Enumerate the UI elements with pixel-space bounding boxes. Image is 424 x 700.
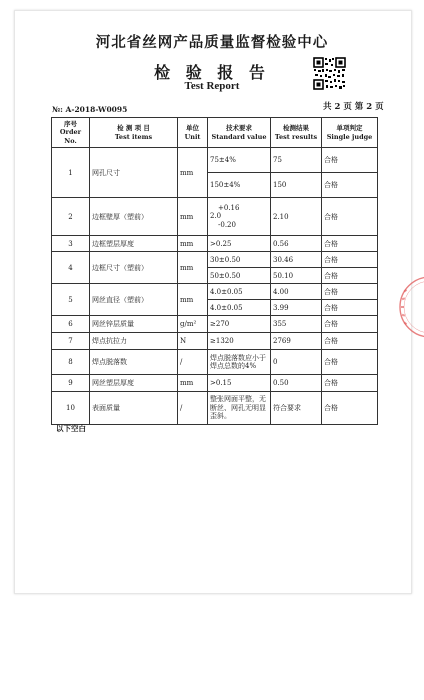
item-cell: 焊点脱落数 [90, 350, 178, 375]
judge-cell: 合格 [322, 300, 378, 316]
unit-cell: g/m² [178, 316, 208, 333]
order-cell: 2 [52, 198, 90, 236]
item-cell: 边框塑层厚度 [90, 236, 178, 252]
standard-cell: >0.15 [208, 375, 271, 392]
report-title-en: Test Report [184, 80, 240, 92]
judge-cell: 合格 [322, 148, 378, 173]
standard-cell: 75±4% [208, 148, 271, 173]
std-upper-tolerance: +0.16 [218, 204, 240, 213]
standard-cell: 4.0±0.05 [208, 300, 271, 316]
header-item: 检 测 项 目 Test items [90, 118, 178, 148]
unit-cell: mm [178, 236, 208, 252]
judge-cell: 合格 [322, 252, 378, 268]
judge-cell: 合格 [322, 392, 378, 425]
result-cell: 0 [271, 350, 322, 375]
standard-cell: 30±0.50 [208, 252, 271, 268]
page-info: 共 2 页 第 2 页 [323, 102, 384, 112]
result-cell: 符合要求 [271, 392, 322, 425]
item-cell: 网丝锌层质量 [90, 316, 178, 333]
unit-cell: N [178, 333, 208, 350]
header-unit: 单位 Unit [178, 118, 208, 148]
item-cell: 边框尺寸（塑前） [90, 252, 178, 284]
table-row [52, 236, 378, 252]
order-cell: 10 [52, 392, 90, 425]
official-seal-stamp [394, 272, 424, 342]
header-judge: 单项判定 Single judge [322, 118, 378, 148]
table-row [52, 284, 378, 300]
result-cell: 2769 [271, 333, 322, 350]
result-cell: 2.10 [271, 198, 322, 236]
table-row [52, 198, 378, 236]
result-cell: 150 [271, 173, 322, 198]
table-row [52, 350, 378, 375]
order-cell: 9 [52, 375, 90, 392]
judge-cell: 合格 [322, 268, 378, 284]
header-order: 序号 Order No. [52, 118, 90, 148]
report-number: №: A-2018-W0095 [52, 105, 128, 114]
unit-cell: mm [178, 252, 208, 284]
table-header-row [52, 118, 378, 148]
standard-cell: ≥1320 [208, 333, 271, 350]
judge-cell: 合格 [322, 316, 378, 333]
table-row [52, 375, 378, 392]
standard-cell [208, 198, 271, 236]
unit-cell: mm [178, 198, 208, 236]
standard-cell: 150±4% [208, 173, 271, 198]
standard-cell: 整张网面平整，无断丝、网孔无明显歪斜。 [208, 392, 271, 425]
item-cell: 边框壁厚（塑前） [90, 198, 178, 236]
judge-cell: 合格 [322, 173, 378, 198]
standard-cell: 50±0.50 [208, 268, 271, 284]
standard-cell: >0.25 [208, 236, 271, 252]
judge-cell: 合格 [322, 350, 378, 375]
unit-cell: mm [178, 284, 208, 316]
std-lower-tolerance: -0.20 [218, 220, 236, 229]
table-row [52, 333, 378, 350]
order-cell: 6 [52, 316, 90, 333]
test-results-table [51, 117, 378, 425]
item-cell: 网丝直径（塑前） [90, 284, 178, 316]
standard-cell: ≥270 [208, 316, 271, 333]
organization-name: 河北省丝网产品质量监督检验中心 [95, 34, 329, 51]
unit-cell: / [178, 350, 208, 375]
result-cell: 30.46 [271, 252, 322, 268]
result-cell: 3.99 [271, 300, 322, 316]
result-cell: 355 [271, 316, 322, 333]
standard-cell: 焊点脱落数应小于焊点总数的4% [208, 350, 271, 375]
order-cell: 8 [52, 350, 90, 375]
item-cell: 网丝塑层厚度 [90, 375, 178, 392]
item-cell: 焊点抗拉力 [90, 333, 178, 350]
order-cell: 1 [52, 148, 90, 198]
standard-cell: 4.0±0.05 [208, 284, 271, 300]
table-row [52, 392, 378, 425]
table-row [52, 252, 378, 268]
order-cell: 4 [52, 252, 90, 284]
unit-cell: mm [178, 375, 208, 392]
report-title-cn: 检 验 报 告 [154, 63, 270, 82]
order-cell: 7 [52, 333, 90, 350]
item-cell: 网孔尺寸 [90, 148, 178, 198]
unit-cell: / [178, 392, 208, 425]
order-cell: 3 [52, 236, 90, 252]
qr-code-icon [313, 57, 346, 90]
result-cell: 4.00 [271, 284, 322, 300]
header-standard: 技术要求 Standard value [208, 118, 271, 148]
result-cell: 0.50 [271, 375, 322, 392]
judge-cell: 合格 [322, 236, 378, 252]
end-of-table-note: 以下空白 [56, 424, 86, 433]
result-cell: 0.56 [271, 236, 322, 252]
std-nominal: 2.0 [210, 212, 222, 221]
result-cell: 75 [271, 148, 322, 173]
header-result: 检测结果 Test results [271, 118, 322, 148]
result-cell: 50.10 [271, 268, 322, 284]
judge-cell: 合格 [322, 333, 378, 350]
judge-cell: 合格 [322, 284, 378, 300]
table-row [52, 148, 378, 173]
order-cell: 5 [52, 284, 90, 316]
item-cell: 表面质量 [90, 392, 178, 425]
judge-cell: 合格 [322, 198, 378, 236]
unit-cell: mm [178, 148, 208, 198]
judge-cell: 合格 [322, 375, 378, 392]
table-row [52, 316, 378, 333]
